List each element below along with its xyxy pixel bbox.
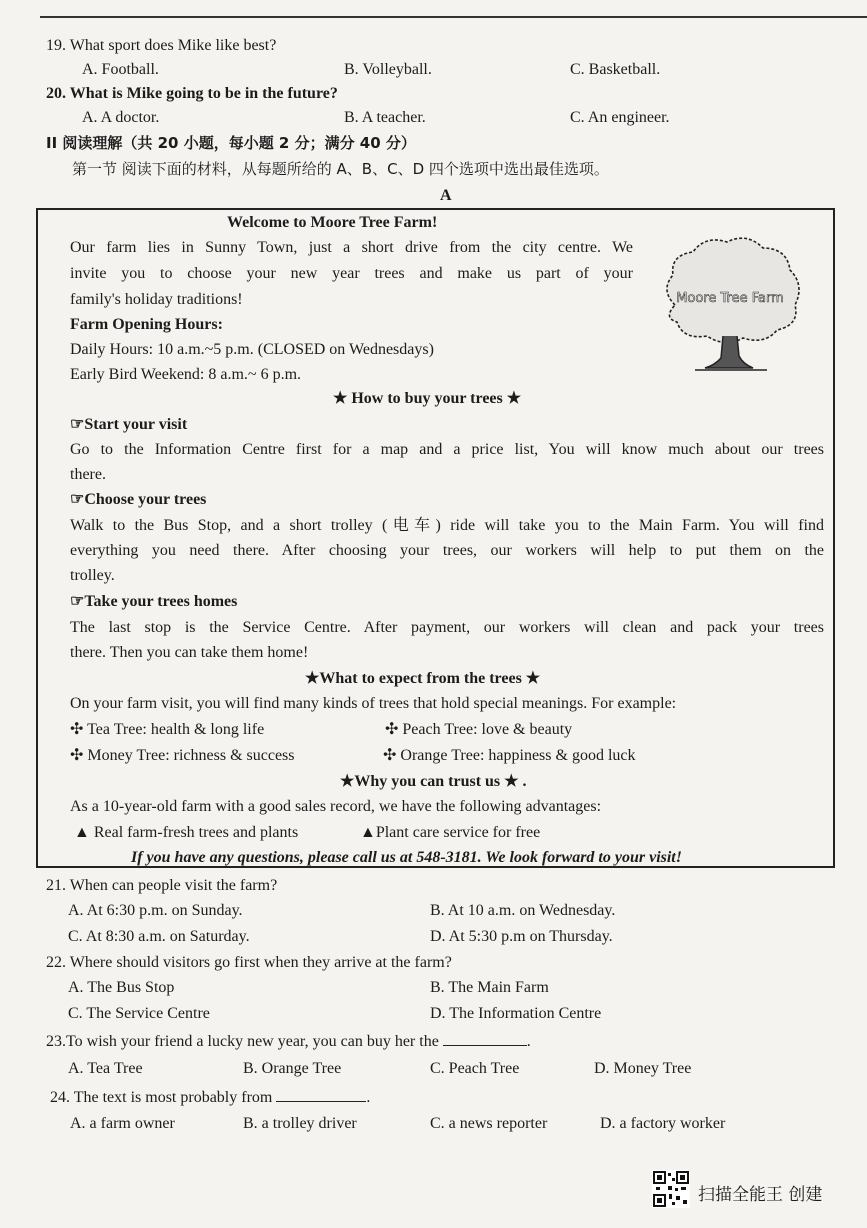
contact-line: If you have any questions, please call us at 548-3181. We look forward to your visit!: [131, 849, 682, 866]
passage-letter: A: [440, 187, 452, 204]
step1-heading: ☞Start your visit: [70, 416, 188, 433]
meaning-tea: ✣ Tea Tree: health & long life: [70, 721, 265, 738]
step2-line: everything you need there. After choosing your trees, our workers will help to put them on the: [70, 542, 824, 559]
trust-intro: As a 10-year-old farm with a good sales record, we have the following advantages:: [70, 798, 602, 815]
q21-text: 21. When can people visit the farm?: [46, 877, 278, 894]
scanner-watermark: 扫描全能王 创建: [698, 1185, 823, 1205]
step3-line: there. Then you can take them home!: [70, 644, 309, 661]
q23-blank: [443, 1031, 527, 1046]
q22-option-b: B. The Main Farm: [430, 979, 549, 996]
hours-heading: Farm Opening Hours:: [70, 316, 223, 333]
ad-intro-line: Our farm lies in Sunny Town, just a short drive from the city centre. We: [70, 239, 633, 256]
q22-option-d: D. The Information Centre: [430, 1005, 602, 1022]
meaning-orange: ✣ Orange Tree: happiness & good luck: [383, 747, 636, 764]
step3-heading: ☞Take your trees homes: [70, 593, 238, 610]
section-heading: II 阅读理解（共 20 小题，每小题 2 分；满分 40 分）: [46, 134, 416, 152]
q22-text: 22. Where should visitors go first when they arrive at the farm?: [46, 954, 452, 971]
q21-option-d: D. At 5:30 p.m on Thursday.: [430, 928, 613, 945]
step1-line: Go to the Information Centre first for a map and a price list, You will know much about our trees: [70, 441, 824, 458]
q23-option-b: B. Orange Tree: [243, 1060, 342, 1077]
expect-intro: On your farm visit, you will find many kinds of trees that hold special meanings. For example:: [70, 695, 677, 712]
q24-stem: 24. The text is most probably from: [50, 1089, 273, 1106]
qr-code-icon: [652, 1170, 690, 1208]
q24-blank: [276, 1087, 366, 1102]
q23-period: .: [526, 1033, 531, 1050]
trust-heading: ★Why you can trust us ★ .: [340, 773, 527, 790]
step2-heading: ☞Choose your trees: [70, 491, 207, 508]
step3-line: The last stop is the Service Centre. After payment, our workers will clean and pack your trees: [70, 619, 824, 636]
q23-option-c: C. Peach Tree: [430, 1060, 520, 1077]
q20-text: 20. What is Mike going to be in the future?: [46, 85, 338, 102]
expect-heading: ★What to expect from the trees ★: [305, 670, 541, 687]
meaning-peach: ✣ Peach Tree: love & beauty: [385, 721, 573, 738]
q24-period: .: [366, 1089, 371, 1106]
q23-text: [46, 1031, 531, 1052]
top-rule: [40, 16, 867, 18]
q20-option-b: B. A teacher.: [344, 109, 426, 126]
section-instruction: 第一节 阅读下面的材料，从每题所给的 A、B、C、D 四个选项中选出最佳选项。: [72, 160, 609, 178]
q23-option-d: D. Money Tree: [594, 1060, 692, 1077]
q20-option-c: C. An engineer.: [570, 109, 670, 126]
step1-line: there.: [70, 466, 106, 483]
q24-text: [50, 1087, 370, 1108]
step2-line: Walk to the Bus Stop, and a short trolley (电车) ride will take you to the Main Farm. You will find: [70, 517, 824, 534]
q23-option-a: A. Tea Tree: [68, 1060, 143, 1077]
q21-option-a: A. At 6:30 p.m. on Sunday.: [68, 902, 243, 919]
advantage-item: ▲ Real farm-fresh trees and plants: [74, 824, 299, 841]
meaning-money: ✣ Money Tree: richness & success: [70, 747, 295, 764]
tree-logo-text: Moore Tree Farm: [676, 291, 784, 306]
q22-option-c: C. The Service Centre: [68, 1005, 210, 1022]
q20-option-a: A. A doctor.: [82, 109, 160, 126]
q19-option-c: C. Basketball.: [570, 61, 661, 78]
q19-option-a: A. Football.: [82, 61, 159, 78]
q23-stem: 23.To wish your friend a lucky new year, you can buy her the: [46, 1033, 439, 1050]
advantage-item: ▲Plant care service for free: [360, 824, 541, 841]
buy-heading: ★ How to buy your trees ★: [333, 390, 522, 407]
q19-option-b: B. Volleyball.: [344, 61, 432, 78]
q21-option-b: B. At 10 a.m. on Wednesday.: [430, 902, 616, 919]
step2-line: trolley.: [70, 567, 115, 584]
ad-intro-line: invite you to choose your new year trees and make us part of your: [70, 265, 633, 282]
q24-option-a: A. a farm owner: [70, 1115, 175, 1132]
q24-option-c: C. a news reporter: [430, 1115, 548, 1132]
hours-weekend: Early Bird Weekend: 8 a.m.~ 6 p.m.: [70, 366, 302, 383]
q24-option-d: D. a factory worker: [600, 1115, 726, 1132]
tree-logo-icon: [655, 230, 805, 375]
hours-daily: Daily Hours: 10 a.m.~5 p.m. (CLOSED on Wednesdays): [70, 341, 434, 358]
q19-text: 19. What sport does Mike like best?: [46, 37, 277, 54]
ad-title: Welcome to Moore Tree Farm!: [227, 214, 438, 231]
q21-option-c: C. At 8:30 a.m. on Saturday.: [68, 928, 250, 945]
q24-option-b: B. a trolley driver: [243, 1115, 357, 1132]
ad-intro-line: family's holiday traditions!: [70, 291, 243, 308]
q22-option-a: A. The Bus Stop: [68, 979, 175, 996]
